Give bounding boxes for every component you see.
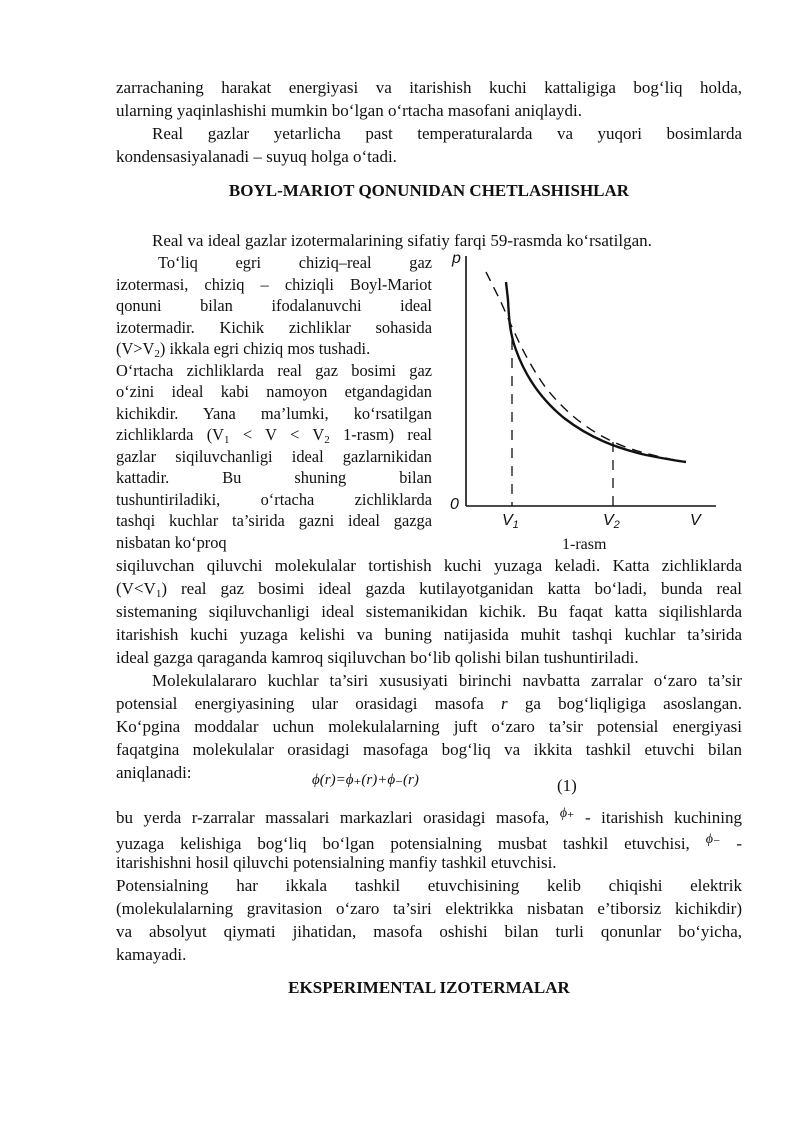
- origin-label: 0: [450, 496, 459, 513]
- body-text: potensial energiyasining ular orasidagi masofa: [116, 694, 502, 713]
- wrap-line: izotermadir. Kichik zichliklar sohasida: [116, 317, 432, 337]
- body-line: itarishishni hosil qiluvchi potensialning manfiy tashkil etuvchisi.: [116, 853, 557, 872]
- subscript: 1: [155, 588, 162, 600]
- body-line: Molekulalararo kuchlar ta’siri xususiyati birinchi navbatta zarralar o‘zaro ta’sir: [152, 671, 742, 690]
- body-line: Ko‘pgina moddalar uchun molekulalarning juft o‘zaro ta’sir potensial energiyasi: [116, 717, 742, 736]
- body-line: [116, 692, 742, 715]
- phi-minus-symbol: ϕ₋: [705, 832, 721, 847]
- wrap-line: To‘liq egri chiziq–real gaz: [158, 253, 432, 272]
- wrap-line: qonuni bilan ifodalanuvchi ideal: [116, 296, 432, 315]
- body-line: faqatgina molekulalar orasidagi masofaga bog‘liq va ikkita tashkil etuvchi bilan: [116, 740, 742, 759]
- body-text: -: [720, 834, 742, 853]
- body-line: kamayadi.: [116, 945, 187, 964]
- subscript: 2: [324, 434, 330, 446]
- wrap-line: tashqi kuchlar ta’sirida gazni ideal gazga: [116, 511, 432, 530]
- axis-label-p: p: [452, 250, 461, 267]
- formula: ϕ(r)=ϕ₊(r)+ϕ₋(r): [312, 772, 419, 788]
- body-line: siqiluvchan qiluvchi molekulalar tortishish kuchi yuzaga keladi. Katta zichliklarda: [116, 556, 742, 575]
- body-line: aniqlanadi:: [116, 763, 192, 782]
- isotherm-figure: [446, 250, 746, 560]
- intro-line-3: Real gazlar yetarlicha past temperaturalarda va yuqori bosimlarda: [152, 124, 742, 143]
- isotherm-plot: [446, 250, 746, 560]
- body-line: itarishish kuchi yuzaga kelishi va buning natijasida muhit tashqi kuchlar ta’sirida: [116, 625, 742, 644]
- phi-plus-symbol: ϕ₊: [559, 806, 575, 821]
- body-line: sistemaning siqiluvchanligi ideal sistemanikidan kichik. Bu faqat katta siqilishlarda: [116, 602, 742, 621]
- tick-label-v1: [502, 512, 519, 530]
- body-text: ga bog‘liqligiga asoslangan.: [507, 694, 742, 713]
- body-line: (molekulalarning gravitasion o‘zaro ta’siri elektrikka nisbatan e’tiborsiz kichikdir): [116, 899, 742, 918]
- body-text: ) real gaz bosimi ideal gazda kutilayotganidan katta bo‘ladi, bunda real: [161, 579, 742, 598]
- subscript: 1: [224, 434, 230, 446]
- section-heading-experimental: EKSPERIMENTAL IZOTERMALAR: [288, 978, 570, 997]
- wrap-text: < V < V: [229, 425, 325, 444]
- intro-line-1: zarrachaning harakat energiyasi va itarishish kuchi kattaligiga bog‘liq holda,: [116, 78, 742, 97]
- tick-text: V: [502, 512, 513, 529]
- wrap-text: (V>V: [116, 339, 155, 358]
- body-line: Potensialning har ikkala tashkil etuvchisining kelib chiqishi elektrik: [116, 876, 742, 895]
- variable-r: r: [501, 694, 508, 713]
- subscript: 2: [154, 348, 160, 360]
- body-line: ideal gazga qaraganda kamroq siqiluvchan bo‘lib qolishi bilan tushuntiriladi.: [116, 648, 639, 667]
- wrap-text: ) ikkala egri chiziq mos tushadi.: [159, 339, 371, 358]
- body-text: (V<V: [116, 579, 156, 598]
- section-lead: Real va ideal gazlar izotermalarining sifatiy farqi 59-rasmda ko‘rsatilgan.: [152, 231, 652, 250]
- wrap-line: [116, 424, 432, 446]
- wrap-line: tushuntiriladiki, o‘rtacha zichliklarda: [116, 489, 432, 509]
- wrap-line: kattadir. Bu shuning bilan: [116, 468, 432, 487]
- tick-label-v2: [603, 512, 620, 530]
- body-text: bu yerda r-zarralar massalari markazlari orasidagi masofa,: [116, 808, 560, 827]
- wrap-text: 1-rasm) real: [329, 425, 432, 444]
- equation-number: (1): [557, 776, 577, 795]
- wrap-text: zichliklarda (V: [116, 425, 225, 444]
- intro-line-2: ularning yaqinlashishi mumkin bo‘lgan o‘rtacha masofani aniqlaydi.: [116, 101, 582, 120]
- wrap-line: kichikdir. Yana ma’lumki, ko‘rsatilgan: [116, 403, 432, 423]
- body-text: yuzaga kelishiga bog‘liq bo‘lgan potensialning musbat tashkil etuvchisi,: [116, 834, 706, 853]
- wrap-line: gazlar siqiluvchanligi ideal gazlarnikidan: [116, 446, 432, 466]
- tick-text: V: [603, 512, 614, 529]
- real-isotherm: [506, 282, 686, 462]
- wrapped-text-block: [116, 252, 432, 553]
- figure-caption: 1-rasm: [562, 536, 607, 553]
- axis-label-v: V: [690, 512, 701, 529]
- body-line: va absolyut qiymati jihatidan, masofa oshishi bilan turli qonunlar bo‘yicha,: [116, 922, 742, 941]
- body-text: - itarishish kuchining: [574, 808, 743, 827]
- wrap-line: [116, 338, 432, 360]
- section-heading-boyl-mariot: BOYL-MARIOT QONUNIDAN CHETLASHISHLAR: [228, 181, 630, 200]
- subscript: 2: [613, 519, 620, 531]
- wrap-line: izotermasi, chiziq – chiziqli Boyl-Mariot: [116, 274, 432, 294]
- body-line: [116, 577, 742, 600]
- wrap-line: o‘zini ideal kabi namoyon etgandagidan: [116, 382, 432, 401]
- wrap-line: O‘rtacha zichliklarda real gaz bosimi gaz: [116, 360, 432, 380]
- intro-line-4: kondensasiyalanadi – suyuq holga o‘tadi.: [116, 147, 397, 166]
- subscript: 1: [512, 519, 519, 531]
- wrap-line: nisbatan ko‘proq: [116, 532, 227, 552]
- body-line: [116, 802, 742, 829]
